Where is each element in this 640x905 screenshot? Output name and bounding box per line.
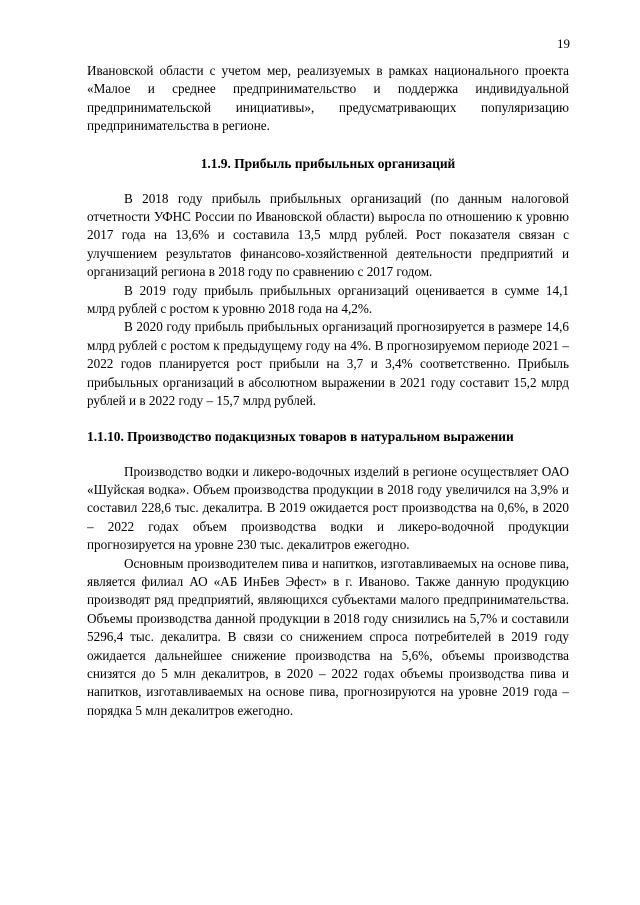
section-1-1-9-paragraph-3: В 2020 году прибыль прибыльных организаций прогнозируется в размере 14,6 млрд рублей с ростом к предыдущему году на 4%. В прогнозируемом периоде 2021 – 2022 годов планируется рост прибыли на 3,7 и 3,4% соответственно. Прибыль прибыльных организаций в абсолютном выражении в 2021 году составит 15,2 млрд рублей и в 2022 году – 15,7 млрд рублей. — [87, 319, 569, 409]
document-body — [87, 62, 569, 720]
section-1-1-9-paragraph-2: В 2019 году прибыль прибыльных организаций оценивается в сумме 14,1 млрд рублей с ростом к уровню 2018 года на 4,2%. — [87, 282, 569, 317]
section-heading-1-1-9: 1.1.9. Прибыль прибыльных организаций — [200, 155, 456, 171]
section-1-1-10-paragraph-2: Основным производителем пива и напитков, изготавливаемых на основе пива, является филиал АО «АБ ИнБев Эфест» в г. Иваново. Также данную продукцию производят ряд предприятий, являющихся субъектами малого предпринимательства. Объемы производства данной продукции в 2018 году снизились на 5,7% и составили 5296,4 тыс. декалитра. В связи со снижением спроса потребителей в 2019 году ожидается дальнейшее снижение производства на 5,6%, объемы производства снизятся до 5 млн декалитров, в 2020 – 2022 годах объемы производства пива и напитков, изготавливаемых на основе пива, прогнозируются на уровне 2019 года – порядка 5 млн декалитров ежегодно. — [87, 555, 569, 718]
intro-paragraph: Ивановской области с учетом мер, реализуемых в рамках национального проекта «Малое и среднее предпринимательство и поддержка индивидуальной предпринимательской инициативы», предусматривающих популяризацию предпринимательства в регионе. — [87, 63, 569, 134]
section-1-1-9-paragraph-1: В 2018 году прибыль прибыльных организаций (по данным налоговой отчетности УФНС России по Ивановской области) выросла по отношению к уровню 2017 года на 13,6% и составила 13,5 млрд рублей. Рост показателя связан с улучшением результатов финансово-хозяйственной деятельности предприятий и организаций региона в 2018 году по сравнению с 2017 годом. — [87, 190, 569, 280]
section-1-1-10-paragraph-1: Производство водки и ликеро-водочных изделий в регионе осуществляет ОАО «Шуйская водка». Объем производства продукции в 2018 году увеличился на 3,9% и составил 228,6 тыс. декалитра. В 2019 ожидается рост производства на 0,6%, в 2020 – 2022 годах объем производства водки и ликеро-водочной продукции прогнозируется на уровне 230 тыс. декалитров ежегодно. — [87, 463, 569, 553]
section-heading-1-1-10: 1.1.10. Производство подакцизных товаров в натуральном выражении — [87, 428, 514, 444]
page-number: 19 — [557, 36, 570, 51]
